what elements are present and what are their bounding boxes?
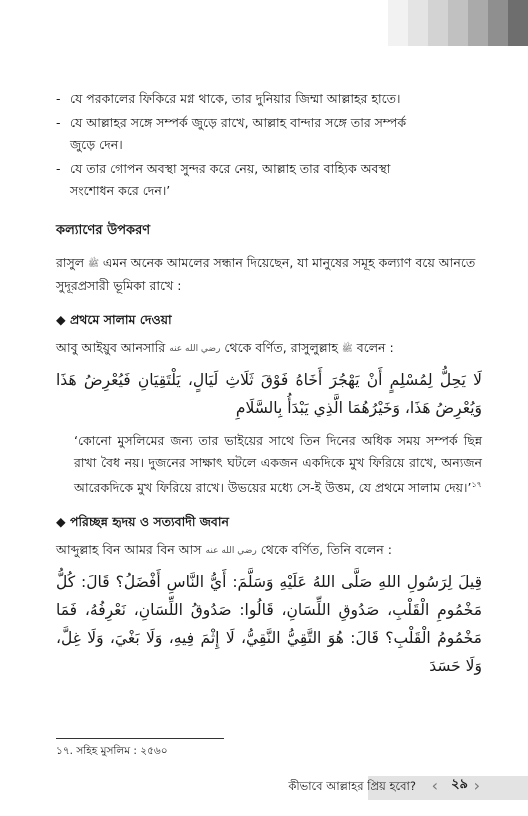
header-bar (408, 0, 428, 46)
arabic-hadith: لَا يَحِلُّ لِمُسْلِمٍ أَنْ يَهْجُرَ أَخَاهُ فَوْقَ ثَلَاثِ لَيَالٍ، يَلْتَقِيَانِ فَيُعْرِضُ هَذَا وَيُعْرِضُ هَذَا، وَخَيْرُهُمَا الَّذِي يَبْدَأُ بِالسَّلَامِ (56, 371, 482, 417)
dash-bullet: - (56, 115, 61, 130)
footnote-ref[interactable]: ১৭ (471, 480, 482, 489)
header-bar (448, 0, 468, 46)
header-bar (508, 0, 528, 46)
list-item (56, 158, 482, 202)
bullet-list (56, 88, 482, 202)
list-item-text: যে আল্লাহর সঙ্গে সম্পর্ক জুড়ে রাখে, আল্লাহ বান্দার সঙ্গে তার সম্পর্ক (70, 115, 407, 130)
header-bar (468, 0, 488, 46)
footer-book-title: কীভাবে আল্লাহর প্রিয় হবো? (288, 779, 416, 793)
arabic-hadith: قِيلَ لِرَسُولِ اللهِ صَلَّى اللهُ عَلَيْهِ وَسَلَّمَ: أَيُّ النَّاسِ أَفْضَلُ؟ قَالَ: كُلُّ مَخْمُومِ الْقَلْبِ، صَدُوقِ اللِّسَانِ، قَالُوا: صَدُوقُ اللِّسَانِ، نَعْرِفُهُ، فَمَا مَخْمُومُ الْقَلْبِ؟ قَالَ: هُوَ التَّقِيُّ النَّقِيُّ، لَا إِثْمَ فِيهِ، وَلَا بَغْيَ، وَلَا غِلَّ، وَلَا حَسَدَ (56, 573, 482, 676)
page-number: ২৯ (451, 777, 468, 792)
intro-text-before: রাসুল (56, 255, 85, 270)
footnote: ১৭. সহিহ মুসলিম : ২৫৬০ (56, 745, 168, 757)
list-item (56, 112, 482, 156)
list-item-continuation: সংশোধন করে দেন।’ (70, 183, 171, 198)
header-gradient-bars (388, 0, 528, 46)
page-content (56, 88, 482, 688)
chevron-left-icon: ‹ (431, 776, 438, 795)
narrator-text: আব্দুল্লাহ বিন আমর বিন আস (56, 542, 202, 558)
chevron-right-icon: › (473, 776, 480, 795)
list-item-text: যে তার গোপন অবস্থা সুন্দর করে নেয়, আল্লাহ তার বাহ্যিক অবস্থা (70, 161, 391, 176)
header-bar (488, 0, 508, 46)
honorific-icon: ﷺ (341, 344, 353, 354)
list-item-continuation: জুড়ে দেন। (70, 137, 123, 152)
intro-paragraph (56, 252, 482, 297)
header-bar (388, 0, 408, 46)
list-item (56, 88, 482, 110)
dash-bullet: - (56, 91, 61, 106)
list-item-text: যে পরকালের ফিকিরে মগ্ন থাকে, তার দুনিয়ার জিম্মা আল্লাহর হাতে। (70, 91, 401, 106)
honorific-icon: رضي الله عنه (205, 546, 257, 557)
subheading-salam: ◆ প্রথমে সালাম দেওয়া (56, 312, 172, 327)
narrator-line (56, 539, 482, 562)
dash-bullet: - (56, 161, 61, 176)
narrator-text: আবু আইয়ুব আনসারি (56, 340, 166, 355)
header-bar (428, 0, 448, 46)
footnote-divider (56, 738, 224, 739)
subheading-heart: ◆ পরিচ্ছন্ন হৃদয় ও সত্যবাদী জবান (56, 514, 229, 530)
narrator-text: বলেন : (356, 340, 394, 355)
narrator-text: থেকে বর্ণিত, তিনি বলেন : (260, 542, 392, 558)
translation-quote (56, 430, 482, 499)
section-heading: কল্যাণের উপকরণ (56, 223, 151, 238)
honorific-icon: رضي الله عنه (169, 344, 221, 354)
narrator-text: থেকে বর্ণিত, রাসুলুল্লাহ (224, 340, 338, 355)
honorific-icon: ﷺ (88, 259, 99, 269)
narrator-line (56, 337, 482, 360)
intro-text-after: এমন অনেক আমলের সন্ধান দিয়েছেন, যা মানুষের সমূহ কল্যাণ বয়ে আনতে সুদূরপ্রসারী ভূমিকা রাখে : (56, 255, 476, 293)
translation-text: ‘কোনো মুসলিমের জন্য তার ভাইয়ের সাথে তিন দিনের অধিক সময় সম্পর্ক ছিন্ন রাখা বৈধ নয়। দুজনের সাক্ষাৎ ঘটলে একজন একদিকে মুখ ফিরিয়ে রাখে, অন্যজন আরেকদিকে মুখ ফিরিয়ে রাখে। উভয়ের মধ্যে সে-ই উত্তম, যে প্রথমে সালাম দেয়।’ (74, 433, 482, 496)
